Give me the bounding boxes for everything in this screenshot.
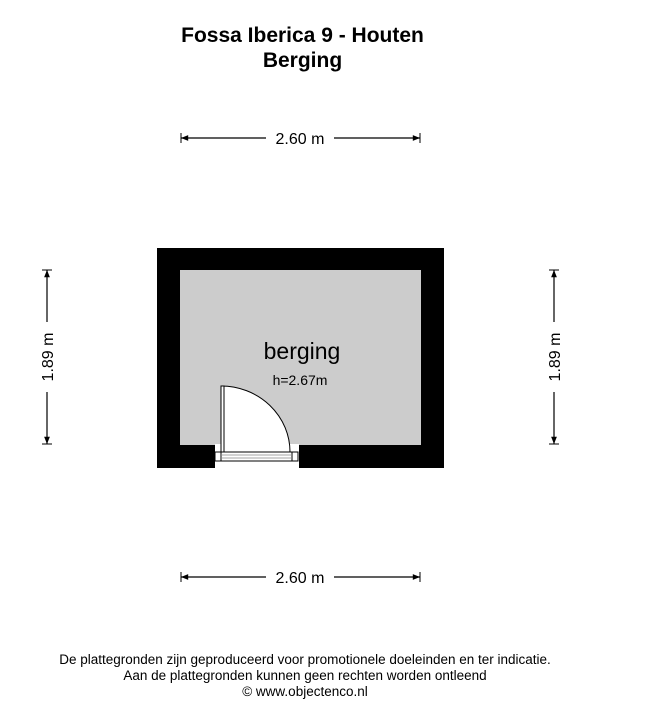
- door-leaf: [221, 386, 224, 452]
- plan-subtitle: Berging: [262, 49, 343, 72]
- room-height: h=2.67m: [272, 372, 328, 388]
- left-dimension-line: [40, 270, 57, 444]
- plan-title: Fossa Iberica 9 - Houten: [181, 24, 424, 47]
- disclaimer-line-1: De plattegronden zijn geproduceerd voor promotionele doeleinden en ter indicatie.: [59, 652, 551, 667]
- room-name: berging: [263, 338, 341, 364]
- bottom-dimension-label: 2.60 m: [275, 570, 325, 587]
- bottom-dimension-line: [181, 570, 420, 587]
- door-jamb-left: [215, 452, 221, 461]
- right-dimension-label: 1.89 m: [547, 332, 564, 382]
- top-dimension-line: [181, 131, 420, 148]
- door-jamb-right: [292, 452, 298, 461]
- left-dimension-label: 1.89 m: [40, 332, 57, 382]
- right-dimension-line: [547, 270, 564, 444]
- disclaimer-line-2: Aan de plattegronden kunnen geen rechten worden ontleend: [123, 668, 487, 683]
- copyright: © www.objectenco.nl: [242, 684, 368, 699]
- top-dimension-label: 2.60 m: [275, 131, 325, 148]
